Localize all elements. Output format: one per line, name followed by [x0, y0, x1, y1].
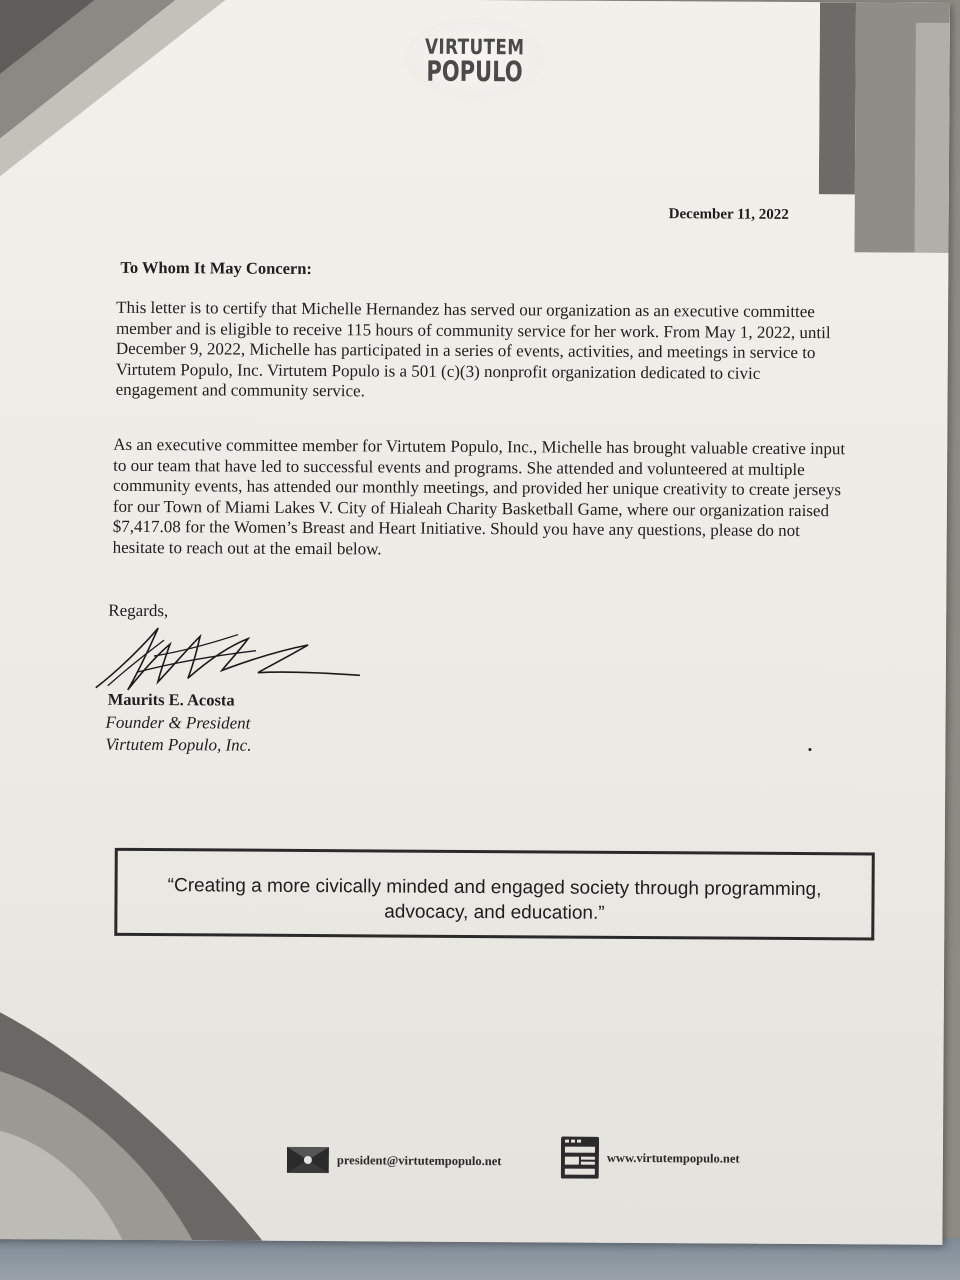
- mission-quote-box: [114, 848, 875, 941]
- closing: Regards,: [108, 600, 169, 621]
- signer-title: Founder & President: [105, 712, 251, 733]
- envelope-icon: [287, 1147, 329, 1173]
- footer-email: [287, 1147, 502, 1174]
- browser-window-icon: [561, 1137, 599, 1179]
- handwritten-signature: [88, 616, 368, 698]
- corner-decoration-top-right: [818, 2, 950, 253]
- organization-logo: [404, 18, 544, 99]
- contact-email[interactable]: president@virtutempopulo.net: [336, 1152, 502, 1168]
- logo-text-top: VIRTUTEM: [424, 34, 525, 60]
- footer-website: [561, 1137, 740, 1180]
- corner-decoration-top-left: [0, 0, 240, 179]
- letter-date: December 11, 2022: [668, 206, 789, 223]
- backdrop-fabric: [0, 1238, 960, 1280]
- salutation: To Whom It May Concern:: [120, 257, 313, 279]
- quote-line-1: “Creating a more civically minded and engaged society through programming,: [167, 875, 822, 901]
- signer-organization: Virtutem Populo, Inc.: [105, 734, 252, 755]
- quote-line-2: advocacy, and education.”: [384, 901, 605, 924]
- corner-decoration-bottom-left: [0, 1009, 294, 1241]
- body-paragraph-2: As an executive committee member for Virtutem Populo, Inc., Michelle has brought valuable creative input to our team that have led to successful events and programs. She attended and volunteered at multiple community events, has attended our monthly meetings, and provided her unique creativity to create jerseys for our Town of Miami Lakes V. City of Hialeah Charity Basketball Game, where our organization raised $7,417.08 for the Women’s Breast and Heart Initiative. Should you have any questions, please do not hesitate to reach out at the email below.: [112, 434, 846, 558]
- paper-speck: [808, 748, 811, 751]
- website-url[interactable]: www.virtutempopulo.net: [606, 1150, 740, 1166]
- body-paragraph-1: This letter is to certify that Michelle Hernandez has served our organization as an executive committee member and is eligible to receive 115 hours of community service for her work. From May 1, 2022, until December 9, 2022, Michelle has participated in a series of events, activities, and meetings in service to Virtutem Populo, Inc. Virtutem Populo is a 501 (c)(3) nonprofit organization dedicated to civic engagement and community service.: [115, 297, 831, 401]
- logo-text-bottom: POPULO: [426, 54, 523, 89]
- signer-name: Maurits E. Acosta: [107, 689, 235, 710]
